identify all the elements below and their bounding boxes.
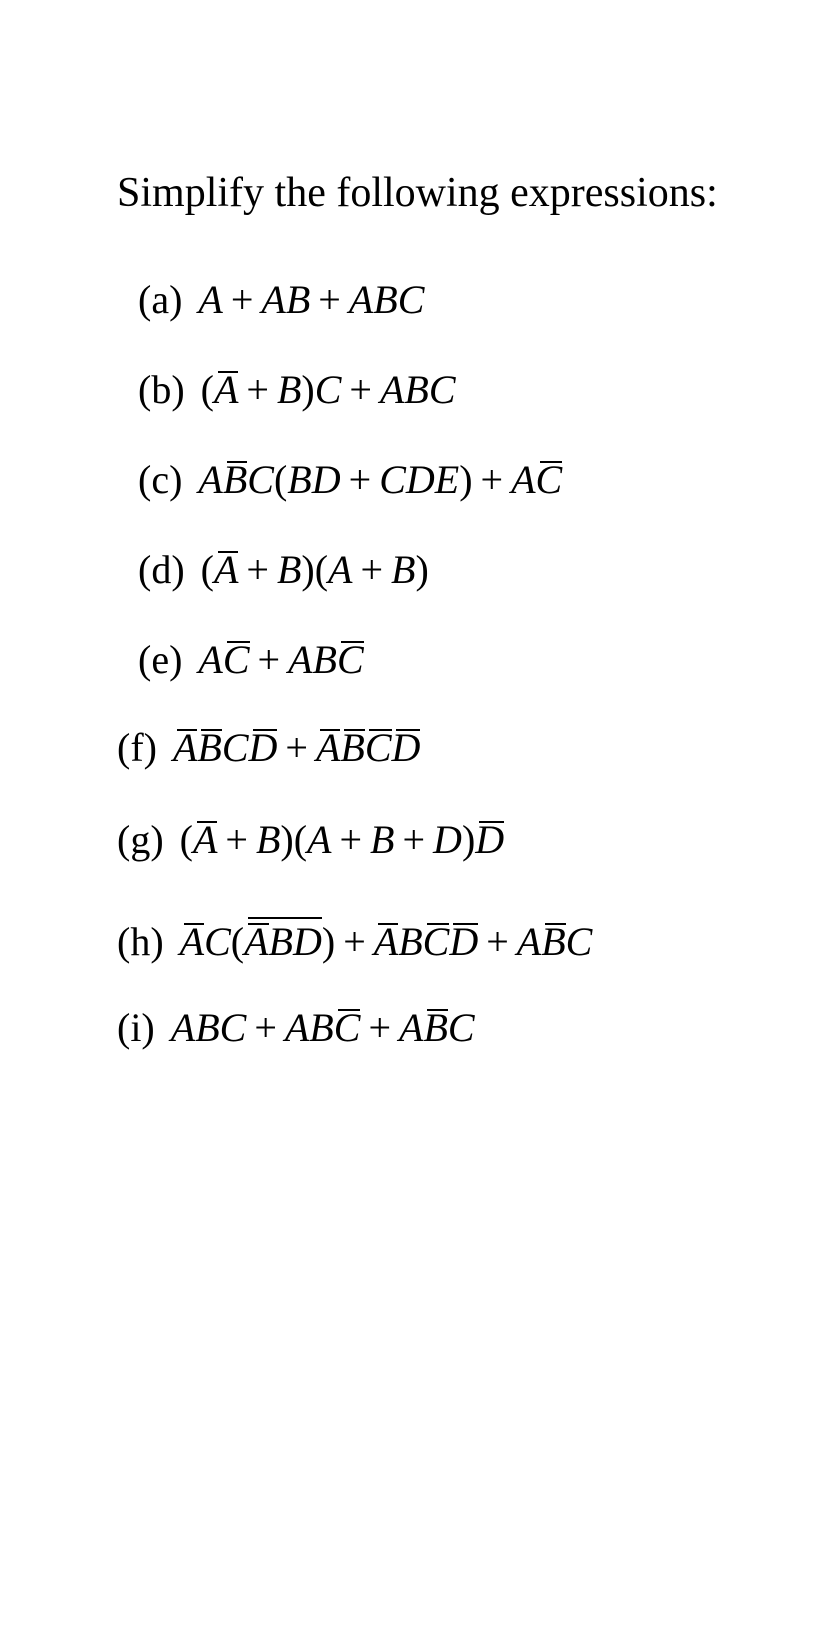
expression: ABC(BD + CDE) + AC <box>198 457 563 502</box>
problem-g <box>117 817 505 862</box>
expression: (A + B)(A + B) <box>200 547 429 592</box>
problem-label: (g) <box>117 817 164 862</box>
problem-e <box>138 637 364 682</box>
problem-label: (a) <box>138 277 183 322</box>
problem-label: (b) <box>138 367 185 412</box>
expression: ABC + ABC + ABC <box>170 1005 475 1050</box>
expression: A + AB + ABC <box>198 277 425 322</box>
page-title: Simplify the following expressions: <box>117 170 718 216</box>
problem-label: (i) <box>117 1005 155 1050</box>
expression: AC + ABC <box>198 637 364 682</box>
expression: ABCD + ABCD <box>172 725 421 770</box>
problem-label: (h) <box>117 919 164 964</box>
problem-a <box>138 277 425 322</box>
expression: (A + B)C + ABC <box>200 367 456 412</box>
problem-c <box>138 457 563 502</box>
problem-label: (f) <box>117 725 157 770</box>
problem-label: (d) <box>138 547 185 592</box>
problem-label: (c) <box>138 457 183 502</box>
expression: (A + B)(A + B + D)D <box>179 817 505 862</box>
expression: AC(ABD) + ABCD + ABC <box>180 916 593 962</box>
problem-i <box>117 1005 475 1050</box>
problem-b <box>138 367 456 412</box>
problem-label: (e) <box>138 637 183 682</box>
problem-h <box>117 916 592 962</box>
problem-d <box>138 547 429 592</box>
problem-f <box>117 725 421 770</box>
